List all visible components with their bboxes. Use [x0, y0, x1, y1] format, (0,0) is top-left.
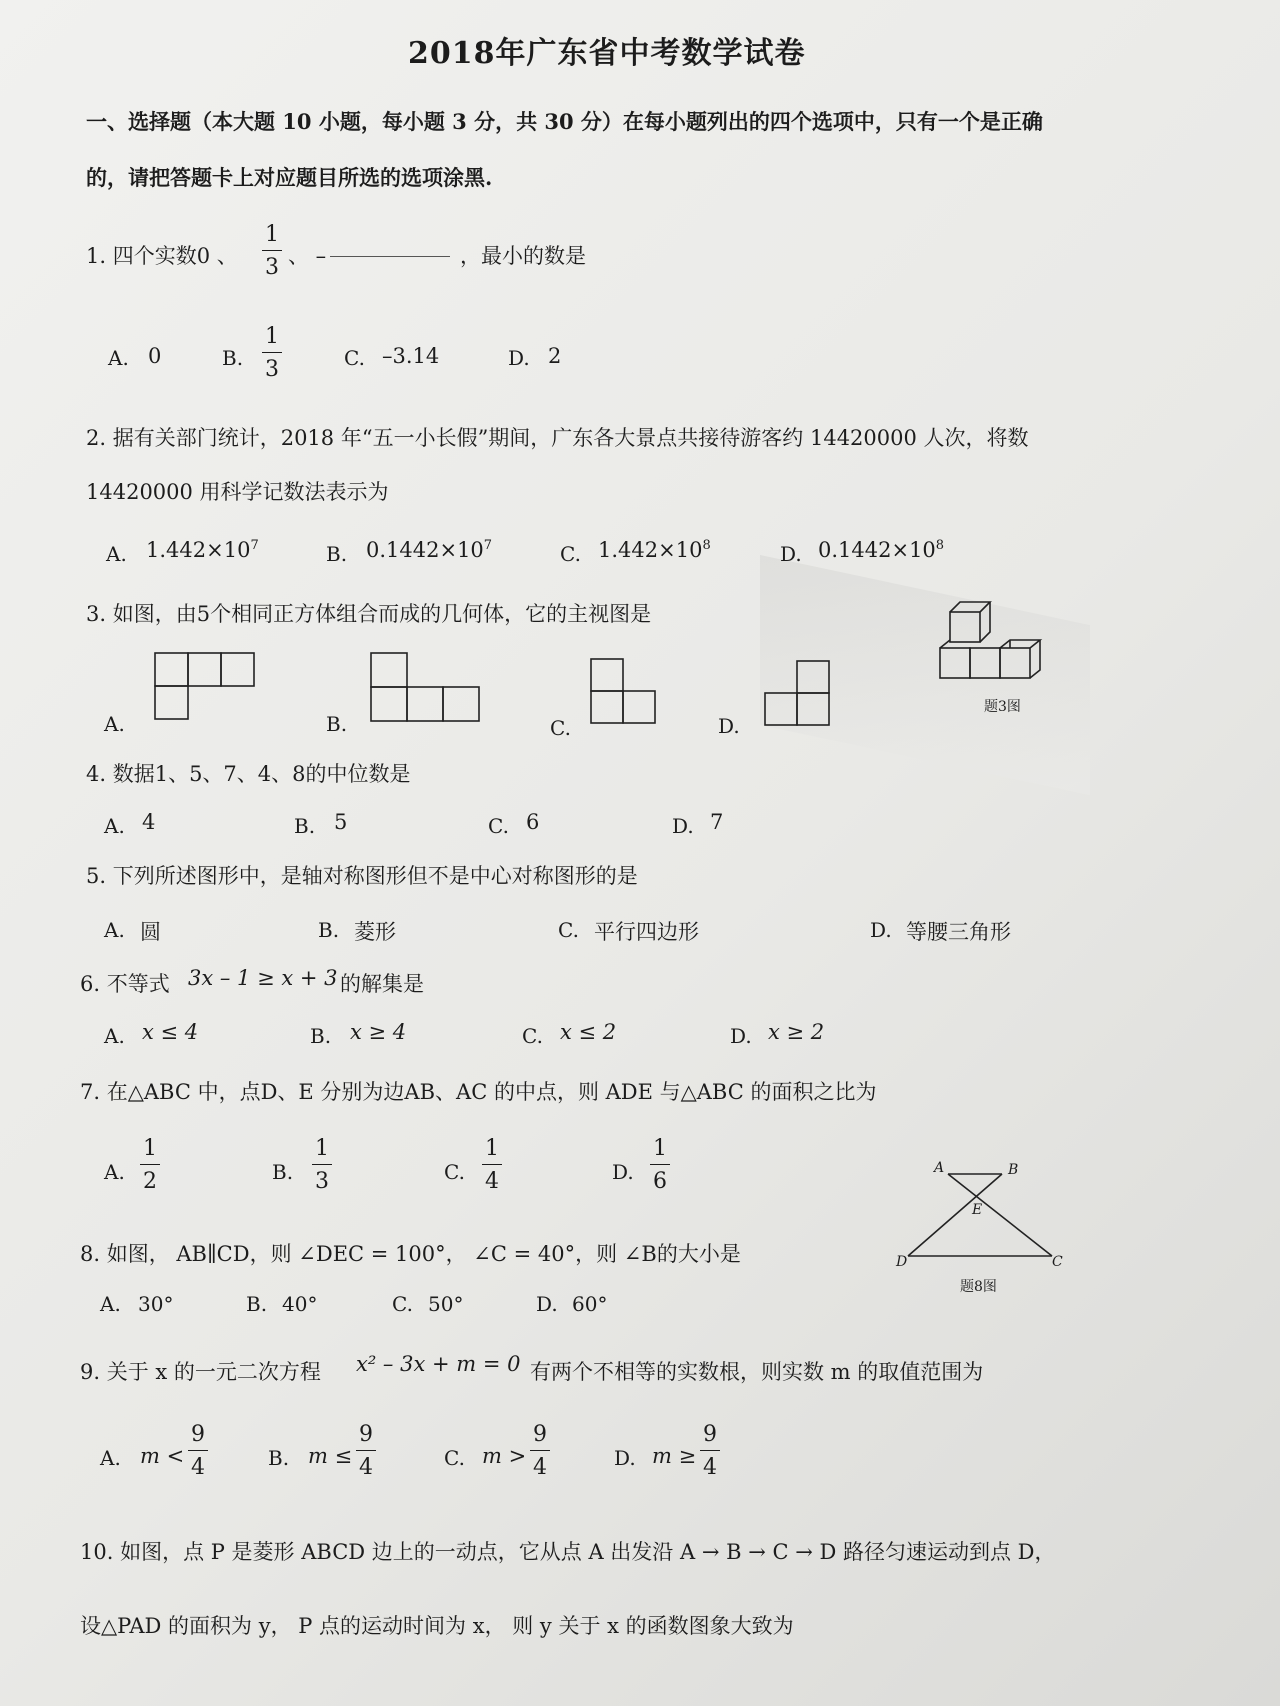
q7-option-a-fraction: [140, 1138, 160, 1193]
q9-option-d-label: D.: [614, 1446, 636, 1470]
q2-option-a: [146, 538, 259, 562]
q6-option-a-label: A.: [104, 1024, 125, 1048]
q9-option-b-label: B.: [268, 1446, 290, 1470]
q4-option-d-label: D.: [672, 814, 694, 838]
q1-faded-blank: [330, 256, 450, 257]
q7-option-b-den: 3: [315, 1169, 329, 1194]
q1-stem-a: 1. 四个实数0 、: [86, 244, 238, 268]
q9-option-c-label: C.: [444, 1446, 465, 1470]
q2-option-c-label: C.: [560, 542, 581, 566]
q5-option-b-text: 菱形: [354, 920, 396, 944]
q9-option-b-rel: m ≤: [308, 1444, 353, 1468]
q8-figure-caption: 题8图: [960, 1279, 997, 1295]
q8-point-c: C: [1052, 1254, 1063, 1270]
q10-line1: 10. 如图，点 P 是菱形 ABCD 边上的一动点，它从点 A 出发沿 A → B → C → D 路径匀速运动到点 D，: [80, 1540, 1056, 1564]
q7-option-d-num: 1: [653, 1136, 667, 1161]
q3-figure-caption: 题3图: [984, 699, 1021, 715]
q9-option-d-fraction: [700, 1424, 720, 1479]
q4-option-b-text: 5: [334, 810, 348, 834]
q9-option-a-label: A.: [100, 1446, 121, 1470]
q5-option-d-text: 等腰三角形: [906, 920, 1011, 944]
q7-option-b-fraction: [312, 1138, 332, 1193]
q6-option-b-label: B.: [310, 1024, 332, 1048]
q2-option-b-label: B.: [326, 542, 348, 566]
q8-option-c-text: 50°: [428, 1292, 464, 1316]
q9-option-c-den: 4: [533, 1455, 547, 1480]
q8-point-a: A: [934, 1160, 945, 1176]
q3-option-a-label: A.: [104, 712, 125, 736]
q1-option-d-text: 2: [548, 344, 562, 368]
q6-option-c-text: x ≤ 2: [560, 1020, 617, 1044]
section1-line1: 一、选择题（本大题 10 小题，每小题 3 分，共 30 分）在每小题列出的四个选项中，只有一个是正确: [86, 109, 1043, 134]
q1-option-b-den: 3: [265, 357, 279, 382]
q4-option-c-label: C.: [488, 814, 509, 838]
q9-stem-b: 有两个不相等的实数根，则实数 m 的取值范围为: [530, 1360, 984, 1384]
q7-option-a-num: 1: [143, 1136, 157, 1161]
q2-option-c-exp: 8: [702, 538, 711, 553]
q9-stem-a: 9. 关于 x 的一元二次方程: [80, 1360, 321, 1384]
q7-option-a-den: 2: [143, 1169, 157, 1194]
q8-point-d: D: [896, 1254, 908, 1270]
q8-option-c-label: C.: [392, 1292, 413, 1316]
q8-stem: 8. 如图， AB∥CD，则 ∠DEC = 100°， ∠C = 40°，则 ∠B的大小是: [80, 1242, 741, 1266]
q7-option-c-label: C.: [444, 1160, 465, 1184]
q4-option-c-text: 6: [526, 810, 540, 834]
section1-line2: 的，请把答题卡上对应题目所选的选项涂黑.: [86, 165, 493, 190]
q3-option-c-figure: [590, 658, 656, 724]
q7-option-c-den: 4: [485, 1169, 499, 1194]
q3-option-c-label: C.: [550, 716, 571, 740]
q8-point-e: E: [972, 1202, 983, 1218]
q9-option-a-rel: m <: [140, 1444, 185, 1468]
q9-option-b-den: 4: [359, 1455, 373, 1480]
q6-stem-b: 的解集是: [340, 972, 424, 996]
q1-separator: 、 –: [288, 244, 327, 268]
q8-option-a-label: A.: [100, 1292, 121, 1316]
q2-option-d-label: D.: [780, 542, 802, 566]
q5-option-a-text: 圆: [140, 920, 161, 944]
q3-option-b-figure: [370, 652, 480, 722]
q8-option-b-label: B.: [246, 1292, 268, 1316]
q4-option-a-text: 4: [142, 810, 156, 834]
q5-option-b-label: B.: [318, 918, 340, 942]
q9-option-a-den: 4: [191, 1455, 205, 1480]
q6-option-a-text: x ≤ 4: [142, 1020, 199, 1044]
q8-option-b-text: 40°: [282, 1292, 318, 1316]
q5-option-c-text: 平行四边形: [594, 920, 699, 944]
q9-option-b-num: 9: [359, 1422, 373, 1447]
q9-option-c-fraction: [530, 1424, 550, 1479]
q7-option-d-den: 6: [653, 1169, 667, 1194]
q1-fraction: [262, 224, 282, 279]
q1-option-b-label: B.: [222, 346, 244, 370]
q2-option-b: [366, 538, 492, 562]
q2-option-c-base: 1.442×10: [598, 538, 703, 562]
q5-option-c-label: C.: [558, 918, 579, 942]
q5-option-d-label: D.: [870, 918, 892, 942]
q1-option-c-label: C.: [344, 346, 365, 370]
q9-option-c-num: 9: [533, 1422, 547, 1447]
q1-option-c-text: –3.14: [382, 344, 440, 368]
q4-option-d-text: 7: [710, 810, 724, 834]
q7-stem: 7. 在△ABC 中，点D、E 分别为边AB、AC 的中点，则 ADE 与△ABC 的面积之比为: [80, 1080, 877, 1104]
q1-option-a-label: A.: [108, 346, 129, 370]
q7-option-c-num: 1: [485, 1136, 499, 1161]
q1-option-d-label: D.: [508, 346, 530, 370]
q6-inequality: 3x – 1 ≥ x + 3: [188, 966, 338, 990]
page-title: 2018年广东省中考数学试卷: [408, 36, 806, 71]
q3-option-a-figure: [154, 652, 258, 720]
q1-frac-num: 1: [265, 222, 279, 247]
q7-option-b-label: B.: [272, 1160, 294, 1184]
q3-option-d-figure: [764, 660, 830, 726]
q9-option-a-fraction: [188, 1424, 208, 1479]
q4-option-a-label: A.: [104, 814, 125, 838]
q9-equation: x² – 3x + m = 0: [356, 1352, 521, 1376]
q2-option-a-base: 1.442×10: [146, 538, 251, 562]
q3-stem: 3. 如图，由5个相同正方体组合而成的几何体，它的主视图是: [86, 602, 652, 626]
q2-option-a-label: A.: [106, 542, 127, 566]
q9-option-d-num: 9: [703, 1422, 717, 1447]
q7-option-a-label: A.: [104, 1160, 125, 1184]
q7-option-c-fraction: [482, 1138, 502, 1193]
q9-option-c-rel: m >: [482, 1444, 527, 1468]
q6-option-b-text: x ≥ 4: [350, 1020, 407, 1044]
q8-figure: [900, 1168, 1070, 1268]
q8-option-a-text: 30°: [138, 1292, 174, 1316]
q2-option-d-exp: 8: [935, 538, 945, 553]
q5-option-a-label: A.: [104, 918, 125, 942]
q1-frac-den: 3: [265, 255, 279, 280]
q1-option-b-num: 1: [265, 324, 279, 349]
q4-stem: 4. 数据1、5、7、4、8的中位数是: [86, 762, 411, 786]
q8-option-d-label: D.: [536, 1292, 558, 1316]
q9-option-a-num: 9: [191, 1422, 205, 1447]
q1-option-a-text: 0: [148, 344, 162, 368]
q8-option-d-text: 60°: [572, 1292, 608, 1316]
q6-option-d-label: D.: [730, 1024, 752, 1048]
q6-option-c-label: C.: [522, 1024, 543, 1048]
q5-stem: 5. 下列所述图形中，是轴对称图形但不是中心对称图形的是: [86, 864, 638, 888]
q6-stem-a: 6. 不等式: [80, 972, 170, 996]
q2-line2: 14420000 用科学记数法表示为: [86, 480, 389, 504]
q9-option-d-rel: m ≥: [652, 1444, 697, 1468]
q1-stem-b: ，最小的数是: [460, 244, 586, 268]
q10-line2: 设△PAD 的面积为 y， P 点的运动时间为 x， 则 y 关于 x 的函数图象大致为: [80, 1614, 794, 1638]
q9-option-b-fraction: [356, 1424, 376, 1479]
q2-option-c: [598, 538, 711, 562]
q9-option-d-den: 4: [703, 1455, 717, 1480]
q7-option-b-num: 1: [315, 1136, 329, 1161]
q6-option-d-text: x ≥ 2: [768, 1020, 825, 1044]
q2-option-a-exp: 7: [250, 538, 259, 553]
q8-point-b: B: [1008, 1162, 1019, 1178]
q2-option-d: [818, 538, 944, 562]
q2-option-b-base: 0.1442×10: [366, 538, 484, 562]
q7-option-d-label: D.: [612, 1160, 634, 1184]
q3-option-d-label: D.: [718, 714, 740, 738]
q3-option-b-label: B.: [326, 712, 348, 736]
q2-option-b-exp: 7: [483, 538, 493, 553]
q7-option-d-fraction: [650, 1138, 670, 1193]
q4-option-b-label: B.: [294, 814, 316, 838]
q2-line1: 2. 据有关部门统计，2018 年“五一小长假”期间，广东各大景点共接待游客约 14420000 人次，将数: [86, 426, 1029, 450]
q3-cube-figure: [938, 600, 1058, 694]
q2-option-d-base: 0.1442×10: [818, 538, 936, 562]
q1-option-b-fraction: [262, 326, 282, 381]
